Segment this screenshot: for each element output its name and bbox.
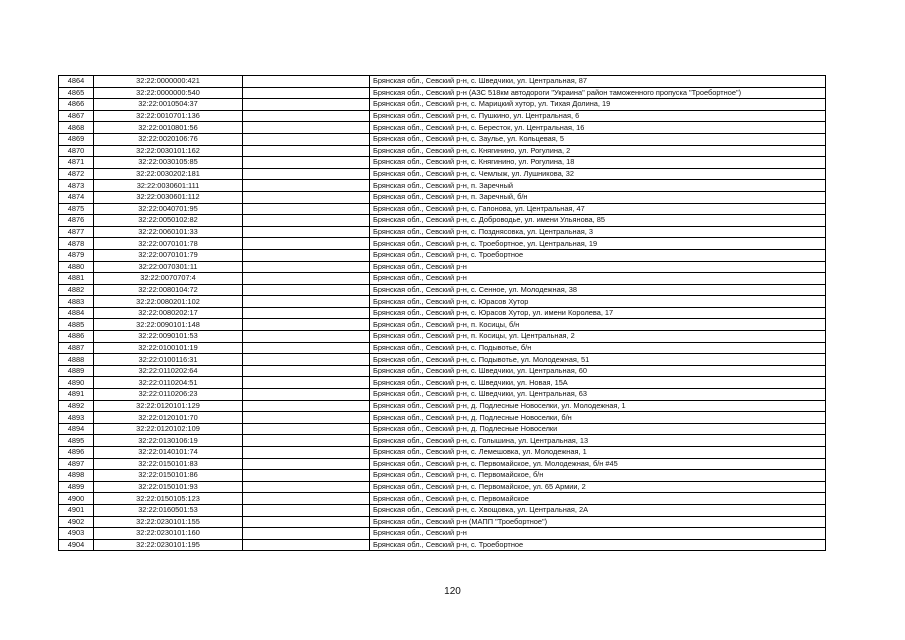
address-cell: Брянская обл., Севский р-н, с. Троебортное [370, 539, 826, 551]
cadastral-number-cell: 32:22:0000000:540 [94, 87, 243, 99]
table-row [59, 99, 826, 111]
cadastral-number-cell: 32:22:0120101:129 [94, 400, 243, 412]
cadastral-number-cell: 32:22:0080104:72 [94, 284, 243, 296]
empty-cell [243, 365, 370, 377]
address-cell: Брянская обл., Севский р-н (МАПП "Троебортное") [370, 516, 826, 528]
cadastral-number-cell: 32:22:0030105:85 [94, 157, 243, 169]
table-row [59, 76, 826, 88]
table-row [59, 412, 826, 424]
empty-cell [243, 377, 370, 389]
table-row [59, 145, 826, 157]
address-cell: Брянская обл., Севский р-н, с. Хвощовка, ул. Центральная, 2А [370, 504, 826, 516]
row-number-cell: 4895 [59, 435, 94, 447]
empty-cell [243, 76, 370, 88]
table-row [59, 470, 826, 482]
empty-cell [243, 238, 370, 250]
empty-cell [243, 493, 370, 505]
address-cell: Брянская обл., Севский р-н, с. Голышина, ул. Центральная, 13 [370, 435, 826, 447]
cadastral-number-cell: 32:22:0030202:181 [94, 168, 243, 180]
empty-cell [243, 133, 370, 145]
cadastral-number-cell: 32:22:0070301:11 [94, 261, 243, 273]
table-row [59, 249, 826, 261]
table-row [59, 296, 826, 308]
row-number-cell: 4869 [59, 133, 94, 145]
empty-cell [243, 400, 370, 412]
row-number-cell: 4870 [59, 145, 94, 157]
address-registry-table [58, 75, 826, 551]
cadastral-number-cell: 32:22:0160501:53 [94, 504, 243, 516]
cadastral-number-cell: 32:22:0110206:23 [94, 389, 243, 401]
table-row [59, 354, 826, 366]
row-number-cell: 4901 [59, 504, 94, 516]
cadastral-number-cell: 32:22:0040701:95 [94, 203, 243, 215]
cadastral-number-cell: 32:22:0010701:136 [94, 110, 243, 122]
cadastral-number-cell: 32:22:0020106:76 [94, 133, 243, 145]
cadastral-number-cell: 32:22:0110204:51 [94, 377, 243, 389]
empty-cell [243, 261, 370, 273]
cadastral-number-cell: 32:22:0230101:195 [94, 539, 243, 551]
cadastral-number-cell: 32:22:0150101:93 [94, 481, 243, 493]
row-number-cell: 4887 [59, 342, 94, 354]
row-number-cell: 4872 [59, 168, 94, 180]
page-number: 120 [444, 586, 461, 597]
empty-cell [243, 215, 370, 227]
cadastral-number-cell: 32:22:0120102:109 [94, 423, 243, 435]
empty-cell [243, 331, 370, 343]
empty-cell [243, 307, 370, 319]
table-row [59, 423, 826, 435]
table-row [59, 389, 826, 401]
address-cell: Брянская обл., Севский р-н, с. Пушкино, ул. Центральная, 6 [370, 110, 826, 122]
cadastral-number-cell: 32:22:0000000:421 [94, 76, 243, 88]
table-row [59, 400, 826, 412]
cadastral-number-cell: 32:22:0010801:56 [94, 122, 243, 134]
row-number-cell: 4892 [59, 400, 94, 412]
address-cell: Брянская обл., Севский р-н, с. Лемешовка, ул. Молодежная, 1 [370, 447, 826, 459]
table-row [59, 215, 826, 227]
address-cell: Брянская обл., Севский р-н, с. Гапонова, ул. Центральная, 47 [370, 203, 826, 215]
row-number-cell: 4903 [59, 528, 94, 540]
row-number-cell: 4878 [59, 238, 94, 250]
table-row [59, 504, 826, 516]
cadastral-number-cell: 32:22:0100116:31 [94, 354, 243, 366]
row-number-cell: 4877 [59, 226, 94, 238]
empty-cell [243, 319, 370, 331]
row-number-cell: 4885 [59, 319, 94, 331]
table-row [59, 435, 826, 447]
table-row [59, 365, 826, 377]
empty-cell [243, 481, 370, 493]
cadastral-number-cell: 32:22:0150105:123 [94, 493, 243, 505]
address-cell: Брянская обл., Севский р-н, с. Первомайское [370, 493, 826, 505]
row-number-cell: 4902 [59, 516, 94, 528]
table-row [59, 493, 826, 505]
row-number-cell: 4886 [59, 331, 94, 343]
table-row [59, 284, 826, 296]
table-row [59, 261, 826, 273]
empty-cell [243, 470, 370, 482]
row-number-cell: 4880 [59, 261, 94, 273]
table-row [59, 87, 826, 99]
row-number-cell: 4884 [59, 307, 94, 319]
table-row [59, 319, 826, 331]
empty-cell [243, 87, 370, 99]
cadastral-number-cell: 32:22:0090101:148 [94, 319, 243, 331]
address-cell: Брянская обл., Севский р-н, с. Заулье, ул. Кольцевая, 5 [370, 133, 826, 145]
table-row [59, 110, 826, 122]
empty-cell [243, 389, 370, 401]
row-number-cell: 4874 [59, 191, 94, 203]
empty-cell [243, 423, 370, 435]
row-number-cell: 4894 [59, 423, 94, 435]
address-cell: Брянская обл., Севский р-н, д. Подлесные Новоселки, б/н [370, 412, 826, 424]
table-row [59, 528, 826, 540]
row-number-cell: 4868 [59, 122, 94, 134]
empty-cell [243, 180, 370, 192]
row-number-cell: 4879 [59, 249, 94, 261]
table-row [59, 516, 826, 528]
cadastral-number-cell: 32:22:0080202:17 [94, 307, 243, 319]
table-row [59, 180, 826, 192]
address-cell: Брянская обл., Севский р-н, п. Заречный, б/н [370, 191, 826, 203]
table-row [59, 307, 826, 319]
row-number-cell: 4867 [59, 110, 94, 122]
table-row [59, 342, 826, 354]
empty-cell [243, 516, 370, 528]
table-row [59, 226, 826, 238]
row-number-cell: 4889 [59, 365, 94, 377]
row-number-cell: 4891 [59, 389, 94, 401]
empty-cell [243, 458, 370, 470]
table-row [59, 331, 826, 343]
table-row [59, 133, 826, 145]
row-number-cell: 4896 [59, 447, 94, 459]
empty-cell [243, 273, 370, 285]
address-cell: Брянская обл., Севский р-н, с. Марицкий хутор, ул. Тихая Долина, 19 [370, 99, 826, 111]
address-cell: Брянская обл., Севский р-н, с. Шведчики, ул. Центральная, 63 [370, 389, 826, 401]
empty-cell [243, 203, 370, 215]
address-cell: Брянская обл., Севский р-н [370, 273, 826, 285]
row-number-cell: 4866 [59, 99, 94, 111]
empty-cell [243, 122, 370, 134]
cadastral-number-cell: 32:22:0090101:53 [94, 331, 243, 343]
cadastral-number-cell: 32:22:0130106:19 [94, 435, 243, 447]
empty-cell [243, 412, 370, 424]
address-cell: Брянская обл., Севский р-н, д. Подлесные Новоселки, ул. Молодежная, 1 [370, 400, 826, 412]
cadastral-number-cell: 32:22:0050102:82 [94, 215, 243, 227]
address-cell: Брянская обл., Севский р-н, п. Заречный [370, 180, 826, 192]
registry-table-body [59, 76, 826, 551]
empty-cell [243, 504, 370, 516]
empty-cell [243, 99, 370, 111]
cadastral-number-cell: 32:22:0060101:33 [94, 226, 243, 238]
empty-cell [243, 354, 370, 366]
cadastral-number-cell: 32:22:0150101:86 [94, 470, 243, 482]
table-row [59, 238, 826, 250]
table-row [59, 481, 826, 493]
empty-cell [243, 528, 370, 540]
cadastral-number-cell: 32:22:0110202:64 [94, 365, 243, 377]
address-cell: Брянская обл., Севский р-н, с. Подывотье, б/н [370, 342, 826, 354]
empty-cell [243, 157, 370, 169]
empty-cell [243, 447, 370, 459]
address-cell: Брянская обл., Севский р-н, с. Троебортное, ул. Центральная, 19 [370, 238, 826, 250]
address-cell: Брянская обл., Севский р-н, с. Первомайское, б/н [370, 470, 826, 482]
table-row [59, 458, 826, 470]
cadastral-number-cell: 32:22:0010504:37 [94, 99, 243, 111]
empty-cell [243, 226, 370, 238]
address-cell: Брянская обл., Севский р-н, с. Шведчики, ул. Центральная, 60 [370, 365, 826, 377]
address-cell: Брянская обл., Севский р-н, с. Первомайское, ул. Молодежная, б/н #45 [370, 458, 826, 470]
row-number-cell: 4883 [59, 296, 94, 308]
empty-cell [243, 435, 370, 447]
address-cell: Брянская обл., Севский р-н, с. Чемлыж, ул. Лушникова, 32 [370, 168, 826, 180]
address-cell: Брянская обл., Севский р-н, с. Позднясовка, ул. Центральная, 3 [370, 226, 826, 238]
empty-cell [243, 342, 370, 354]
row-number-cell: 4881 [59, 273, 94, 285]
address-cell: Брянская обл., Севский р-н, с. Княгинино, ул. Рогулина, 18 [370, 157, 826, 169]
address-cell: Брянская обл., Севский р-н (АЗС 518км автодороги "Украина" район таможенного пропуска "Троебортное") [370, 87, 826, 99]
address-cell: Брянская обл., Севский р-н, с. Доброводье, ул. имени Ульянова, 85 [370, 215, 826, 227]
empty-cell [243, 110, 370, 122]
cadastral-number-cell: 32:22:0230101:160 [94, 528, 243, 540]
row-number-cell: 4864 [59, 76, 94, 88]
empty-cell [243, 168, 370, 180]
table-row [59, 539, 826, 551]
row-number-cell: 4890 [59, 377, 94, 389]
row-number-cell: 4904 [59, 539, 94, 551]
table-row [59, 191, 826, 203]
cadastral-number-cell: 32:22:0070101:79 [94, 249, 243, 261]
cadastral-number-cell: 32:22:0030601:112 [94, 191, 243, 203]
address-cell: Брянская обл., Севский р-н, п. Косицы, б/н [370, 319, 826, 331]
address-cell: Брянская обл., Севский р-н, с. Бересток, ул. Центральная, 16 [370, 122, 826, 134]
address-cell: Брянская обл., Севский р-н [370, 528, 826, 540]
row-number-cell: 4898 [59, 470, 94, 482]
address-cell: Брянская обл., Севский р-н, с. Шведчики, ул. Новая, 15А [370, 377, 826, 389]
cadastral-number-cell: 32:22:0120101:70 [94, 412, 243, 424]
row-number-cell: 4900 [59, 493, 94, 505]
row-number-cell: 4871 [59, 157, 94, 169]
address-cell: Брянская обл., Севский р-н [370, 261, 826, 273]
cadastral-number-cell: 32:22:0100101:19 [94, 342, 243, 354]
address-cell: Брянская обл., Севский р-н, с. Шведчики, ул. Центральная, 87 [370, 76, 826, 88]
address-cell: Брянская обл., Севский р-н, с. Юрасов Хутор [370, 296, 826, 308]
address-cell: Брянская обл., Севский р-н, с. Первомайское, ул. 65 Армии, 2 [370, 481, 826, 493]
row-number-cell: 4876 [59, 215, 94, 227]
row-number-cell: 4873 [59, 180, 94, 192]
cadastral-number-cell: 32:22:0070101:78 [94, 238, 243, 250]
empty-cell [243, 539, 370, 551]
address-cell: Брянская обл., Севский р-н, с. Юрасов Хутор, ул. имени Королева, 17 [370, 307, 826, 319]
address-cell: Брянская обл., Севский р-н, с. Троебортное [370, 249, 826, 261]
empty-cell [243, 296, 370, 308]
row-number-cell: 4865 [59, 87, 94, 99]
address-cell: Брянская обл., Севский р-н, с. Княгинино, ул. Рогулина, 2 [370, 145, 826, 157]
address-cell: Брянская обл., Севский р-н, с. Сенное, ул. Молодежная, 38 [370, 284, 826, 296]
row-number-cell: 4888 [59, 354, 94, 366]
row-number-cell: 4897 [59, 458, 94, 470]
cadastral-number-cell: 32:22:0030101:162 [94, 145, 243, 157]
cadastral-number-cell: 32:22:0140101:74 [94, 447, 243, 459]
address-cell: Брянская обл., Севский р-н, д. Подлесные Новоселки [370, 423, 826, 435]
table-row [59, 122, 826, 134]
cadastral-number-cell: 32:22:0070707:4 [94, 273, 243, 285]
table-row [59, 157, 826, 169]
address-cell: Брянская обл., Севский р-н, п. Косицы, ул. Центральная, 2 [370, 331, 826, 343]
table-row [59, 447, 826, 459]
table-row [59, 168, 826, 180]
row-number-cell: 4875 [59, 203, 94, 215]
address-cell: Брянская обл., Севский р-н, с. Подывотье, ул. Молодежная, 51 [370, 354, 826, 366]
row-number-cell: 4899 [59, 481, 94, 493]
empty-cell [243, 249, 370, 261]
table-row [59, 377, 826, 389]
row-number-cell: 4893 [59, 412, 94, 424]
row-number-cell: 4882 [59, 284, 94, 296]
empty-cell [243, 145, 370, 157]
cadastral-number-cell: 32:22:0150101:83 [94, 458, 243, 470]
empty-cell [243, 191, 370, 203]
cadastral-number-cell: 32:22:0230101:155 [94, 516, 243, 528]
cadastral-number-cell: 32:22:0080201:102 [94, 296, 243, 308]
empty-cell [243, 284, 370, 296]
table-row [59, 273, 826, 285]
cadastral-number-cell: 32:22:0030601:111 [94, 180, 243, 192]
table-row [59, 203, 826, 215]
